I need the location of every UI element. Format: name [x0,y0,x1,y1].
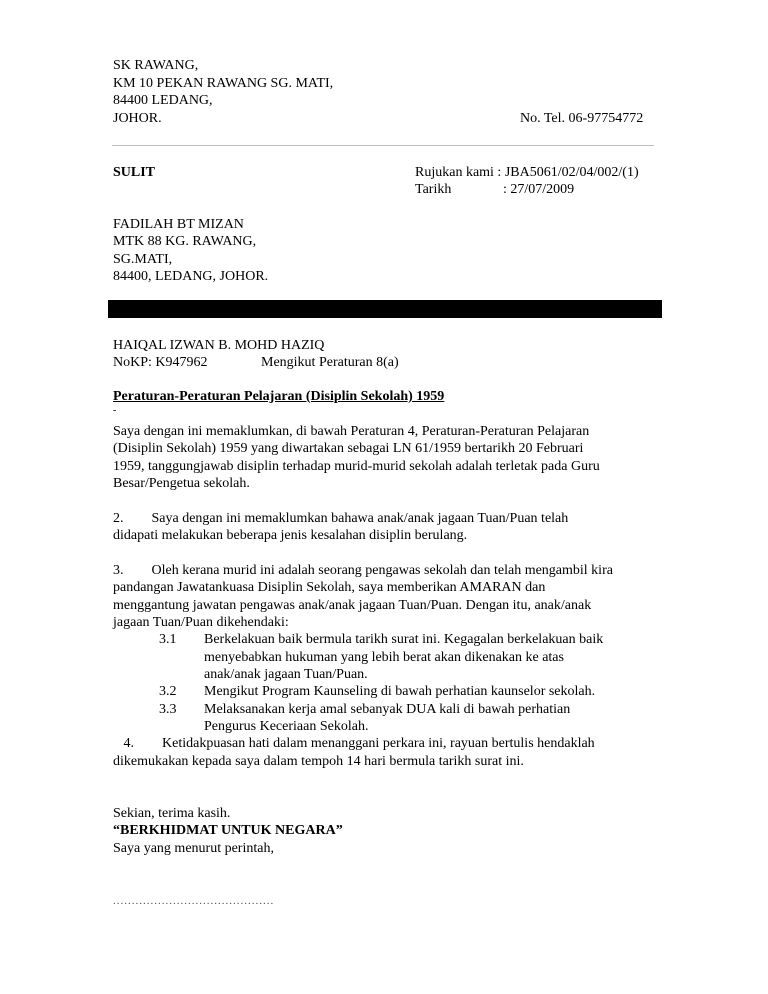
para3-line-2: pandangan Jawatankuasa Disiplin Sekolah, saya memberikan AMARAN dan [113,580,546,595]
item-text-line: menyebabkan hukuman yang lebih berat akan dikenakan ke atas [204,650,564,665]
classification-label: SULIT [113,165,156,180]
recipient-line-2: MTK 88 KG. RAWANG, [113,234,257,249]
para4-line-2: dikemukakan kepada saya dalam tempoh 14 hari bermula tarikh surat ini. [113,754,524,769]
date-value: : 27/07/2009 [503,182,575,197]
item-text-line: Mengikut Program Kaunseling di bawah perhatian kaunselor sekolah. [204,684,596,699]
item-text-line: Pengurus Keceriaan Sekolah. [204,719,369,734]
student-name: HAIQAL IZWAN B. MOHD HAZIQ [113,338,325,353]
letter-subject: Peraturan-Peraturan Pelajaran (Disiplin Sekolah) 1959 [113,389,445,404]
item-number: 3.1 [159,632,177,647]
para1-line-1: Saya dengan ini memaklumkan, di bawah Peraturan 4, Peraturan-Peraturan Pelajaran [113,424,590,439]
student-nokp: NoKP: K947962 [113,355,208,370]
para1-line-2: (Disiplin Sekolah) 1959 yang diwartakan sebagai LN 61/1959 bertarikh 20 Februari [113,441,584,456]
closing-obedient: Saya yang menurut perintah, [113,841,274,856]
redaction-bar [108,300,662,318]
para3-line-3: menggantung jawatan pengawas anak/anak jagaan Tuan/Puan. Dengan itu, anak/anak [113,598,592,613]
sender-line-4: JOHOR. [113,111,162,126]
student-regulation: Mengikut Peraturan 8(a) [261,355,399,370]
closing-thanks: Sekian, terima kasih. [113,806,231,821]
closing-motto: “BERKHIDMAT UNTUK NEGARA” [113,823,343,838]
para3-line-4: jagaan Tuan/Puan dikehendaki: [113,615,289,630]
recipient-line-3: SG.MATI, [113,252,173,267]
para1-line-4: Besar/Pengetua sekolah. [113,476,250,491]
item-text-line: Berkelakuan baik bermula tarikh surat ini. Kegagalan berkelakuan baik [204,632,604,647]
date-label: Tarikh [415,182,452,197]
recipient-line-4: 84400, LEDANG, JOHOR. [113,269,269,284]
item-text-line: Melaksanakan kerja amal sebanyak DUA kali di bawah perhatian [204,702,571,717]
sender-line-2: KM 10 PEKAN RAWANG SG. MATI, [113,76,334,91]
signature-line: ........................................... [113,895,275,907]
sender-line-1: SK RAWANG, [113,58,199,73]
para2-line-2: didapati melakukan beberapa jenis kesalahan disiplin berulang. [113,528,468,543]
para3-line-1: 3. Oleh kerana murid ini adalah seorang pengawas sekolah dan telah mengambil kira [113,563,613,578]
item-text-line: anak/anak jagaan Tuan/Puan. [204,667,368,682]
sender-phone: No. Tel. 06-97754772 [520,111,644,126]
header-divider [112,145,654,146]
para2-line-1: 2. Saya dengan ini memaklumkan bahawa anak/anak jagaan Tuan/Puan telah [113,511,569,526]
sender-line-3: 84400 LEDANG, [113,93,213,108]
item-number: 3.2 [159,684,177,699]
stray-mark: - [113,405,117,416]
para1-line-3: 1959, tanggungjawab disiplin terhadap murid-murid sekolah adalah terletak pada Guru [113,459,600,474]
para4-line-1: 4. Ketidakpuasan hati dalam menanggani perkara ini, rayuan bertulis hendaklah [113,736,595,751]
reference-number: Rujukan kami : JBA5061/02/04/002/(1) [415,165,639,180]
recipient-line-1: FADILAH BT MIZAN [113,217,244,232]
item-number: 3.3 [159,702,177,717]
